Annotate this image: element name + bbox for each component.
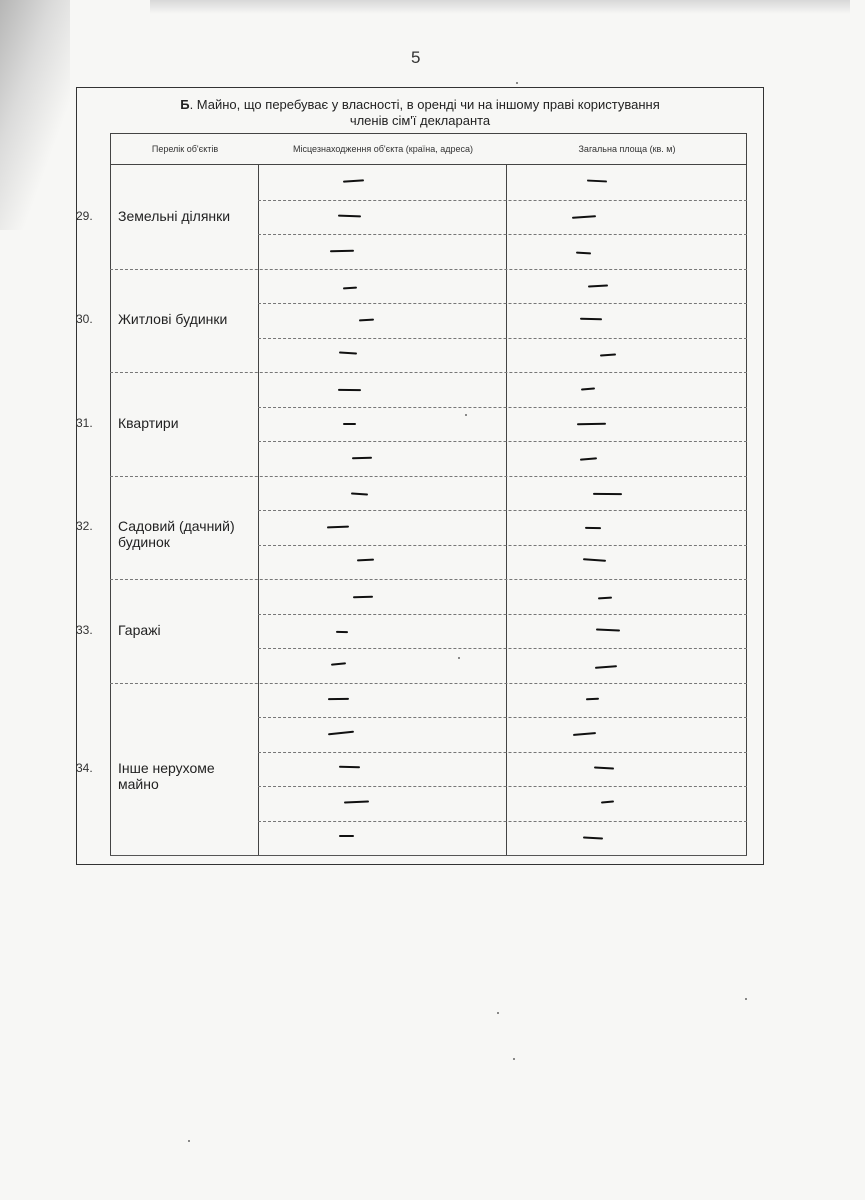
section-title-line2: членів сім'ї декларанта	[349, 113, 491, 128]
row-number: 34.	[76, 760, 93, 775]
row-group-divider	[110, 476, 747, 477]
sub-row-divider	[258, 752, 747, 753]
location-dash	[331, 662, 346, 666]
sub-row-divider	[258, 303, 747, 304]
location-dash	[328, 731, 354, 736]
header-location: Місцезнаходження об'єкта (країна, адреса)	[293, 144, 473, 154]
area-dash	[581, 387, 595, 390]
scan-speck	[513, 1058, 515, 1060]
location-dash	[327, 525, 349, 528]
row-label: Житлові будинки	[118, 311, 228, 328]
row-number: 30.	[76, 312, 93, 327]
row-group-divider	[110, 855, 747, 856]
sub-row-divider	[258, 441, 747, 442]
scan-speck	[465, 414, 467, 416]
sub-row-divider	[258, 200, 747, 201]
page-number: 5	[411, 48, 421, 67]
table-header	[110, 133, 747, 165]
sub-row-divider	[258, 338, 747, 339]
area-dash	[595, 665, 617, 669]
scan-edge-shadow	[0, 0, 70, 230]
sub-row-divider	[258, 510, 747, 511]
location-dash	[353, 595, 373, 597]
sub-row-divider	[258, 407, 747, 408]
sub-row-divider	[258, 614, 747, 615]
area-dash	[585, 527, 601, 529]
scan-speck	[516, 82, 518, 84]
row-number: 32.	[76, 519, 93, 534]
row-group-divider	[110, 269, 747, 270]
row-number: 31.	[76, 415, 93, 430]
scan-speck	[458, 657, 460, 659]
location-dash	[338, 389, 361, 391]
row-number: 33.	[76, 622, 93, 637]
area-dash	[580, 318, 602, 321]
area-dash	[573, 732, 596, 736]
row-number: 29.	[76, 208, 93, 223]
row-label: Садовий (дачний) будинок	[118, 518, 235, 551]
sub-row-divider	[258, 786, 747, 787]
area-dash	[594, 767, 614, 770]
sub-row-divider	[258, 821, 747, 822]
location-dash	[336, 630, 348, 632]
row-group-divider	[110, 579, 747, 580]
area-dash	[572, 215, 596, 219]
row-label: Земельні ділянки	[118, 207, 231, 224]
header-objects: Перелік об'єктів	[151, 144, 219, 154]
location-dash	[328, 698, 349, 700]
area-dash	[601, 800, 614, 803]
location-dash	[330, 250, 354, 252]
area-dash	[596, 628, 620, 631]
area-dash	[598, 596, 612, 599]
location-dash	[344, 801, 369, 804]
section-title-line1: . Майно, що перебуває у власності, в оренді чи на іншому праві користування	[189, 97, 660, 112]
section-letter: Б	[180, 97, 190, 112]
location-dash	[343, 423, 356, 425]
scan-speck	[745, 998, 747, 1000]
area-dash	[588, 285, 608, 288]
location-dash	[352, 457, 372, 460]
area-dash	[577, 422, 606, 425]
row-label: Квартири	[118, 414, 179, 431]
sub-row-divider	[258, 717, 747, 718]
sub-row-divider	[258, 545, 747, 546]
location-dash	[351, 493, 368, 496]
location-dash	[339, 765, 360, 768]
scan-speck	[188, 1140, 190, 1142]
location-dash	[339, 835, 354, 837]
scan-top-smudge	[150, 0, 850, 14]
property-table	[76, 133, 747, 851]
area-dash	[580, 458, 597, 461]
area-dash	[600, 353, 616, 356]
area-dash	[593, 493, 622, 495]
row-label: Гаражі	[118, 621, 161, 638]
location-dash	[359, 319, 374, 322]
row-group-divider	[110, 372, 747, 373]
header-area: Загальна площа (кв. м)	[578, 144, 676, 154]
row-label: Інше нерухоме майно	[118, 759, 215, 792]
area-dash	[575, 252, 590, 255]
sub-row-divider	[258, 648, 747, 649]
area-dash	[583, 558, 606, 562]
sub-row-divider	[258, 234, 747, 235]
location-dash	[338, 352, 356, 355]
area-dash	[587, 179, 607, 182]
area-dash	[583, 836, 603, 839]
location-dash	[343, 286, 357, 289]
location-dash	[338, 215, 361, 218]
location-dash	[357, 558, 374, 561]
row-group-divider	[110, 683, 747, 684]
location-dash	[343, 179, 364, 182]
section-title	[100, 97, 740, 129]
scan-speck	[497, 1012, 499, 1014]
area-dash	[586, 697, 599, 700]
